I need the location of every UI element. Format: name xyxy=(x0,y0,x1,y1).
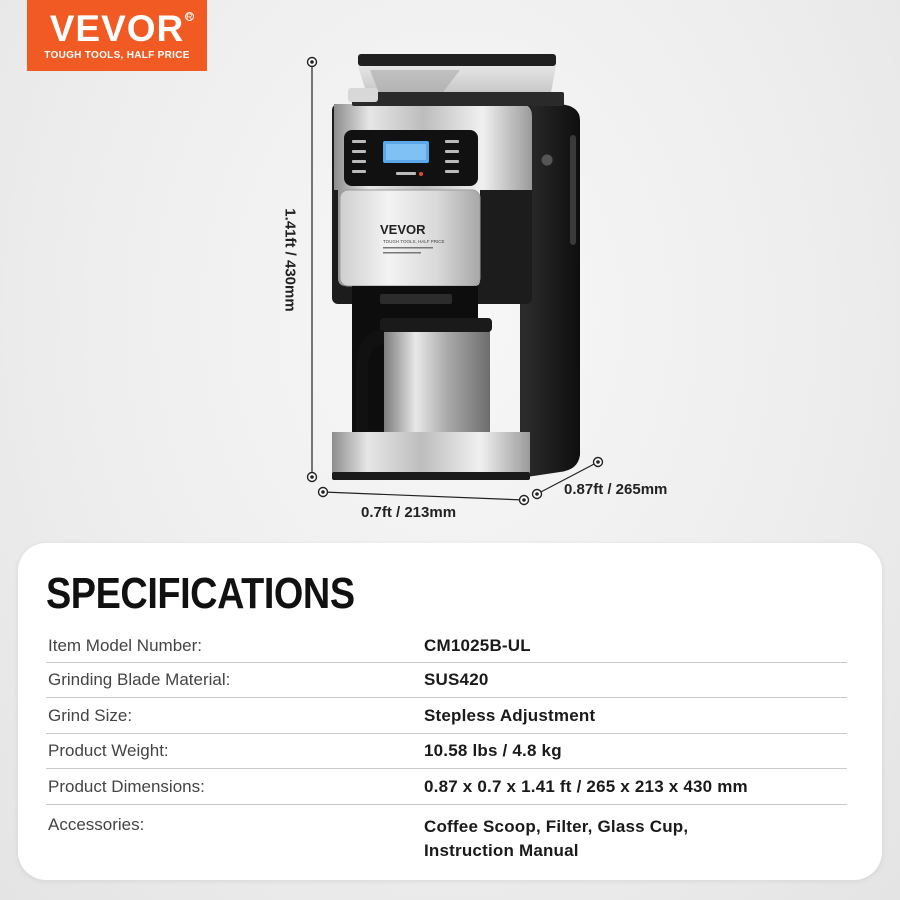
spec-row-accessories xyxy=(46,805,847,863)
spec-value xyxy=(424,815,688,863)
spec-label: Accessories: xyxy=(48,815,145,834)
registered-mark-icon: R xyxy=(186,11,194,22)
spec-value: Stepless Adjustment xyxy=(424,705,596,725)
width-dimension-label: 0.7ft / 213mm xyxy=(361,504,457,521)
spec-value: SUS420 xyxy=(424,670,489,689)
spec-row-blade-material xyxy=(46,663,847,698)
height-dimension-label: 1.41ft / 430mm xyxy=(281,208,299,312)
spec-label: Product Dimensions: xyxy=(48,776,205,796)
spec-label: Item Model Number: xyxy=(48,635,202,655)
specifications-card xyxy=(18,543,882,880)
depth-dimension-label: 0.87ft / 265mm xyxy=(564,481,668,498)
spec-row-grind-size xyxy=(46,698,847,734)
brand-name: VEVOR R xyxy=(49,8,194,49)
brand-tagline: TOUGH TOOLS, HALF PRICE xyxy=(44,50,190,61)
spec-value: 10.58 lbs / 4.8 kg xyxy=(424,741,562,760)
spec-value-line: Coffee Scoop, Filter, Glass Cup, xyxy=(424,817,689,836)
spec-value-line: Instruction Manual xyxy=(424,841,579,860)
spec-value: CM1025B-UL xyxy=(424,635,531,655)
specifications-table xyxy=(46,629,847,863)
spec-label: Grinding Blade Material: xyxy=(48,670,231,689)
panel-brand-name: VEVOR xyxy=(380,222,426,237)
spec-label: Product Weight: xyxy=(48,741,169,760)
spec-value: 0.87 x 0.7 x 1.41 ft / 265 x 213 x 430 mm xyxy=(424,776,748,796)
spec-row-dimensions xyxy=(46,769,847,805)
panel-brand-tagline: TOUGH TOOLS, HALF PRICE xyxy=(383,239,445,244)
spec-row-weight xyxy=(46,734,847,769)
spec-label: Grind Size: xyxy=(48,705,133,725)
spec-row-model xyxy=(46,629,847,663)
specifications-title: SPECIFICATIONS xyxy=(46,569,355,618)
